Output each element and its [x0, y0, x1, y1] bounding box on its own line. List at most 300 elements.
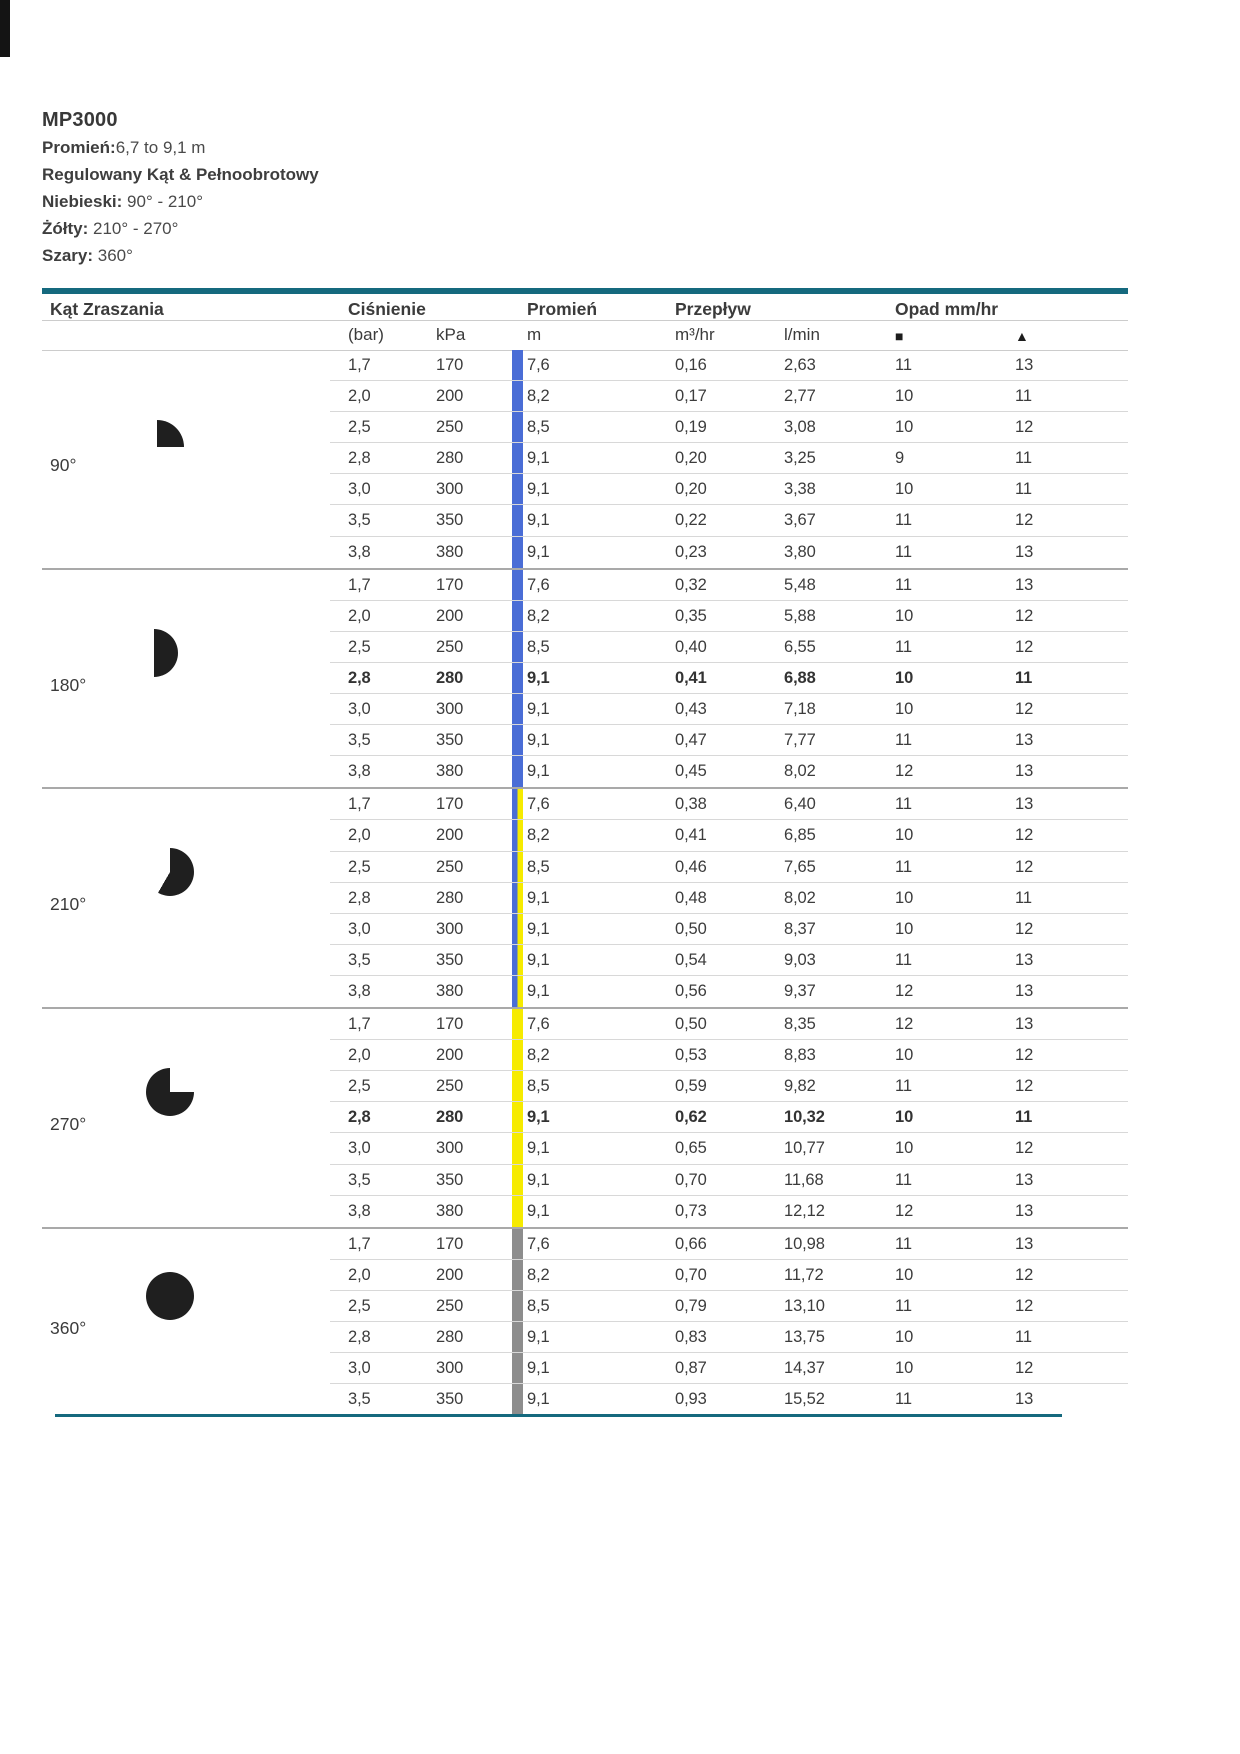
- angle-label: 270°: [50, 1113, 87, 1134]
- cell-kpa: 300: [436, 480, 464, 499]
- table-row: [42, 694, 1128, 725]
- cell-precip-triangle: 12: [1015, 1265, 1034, 1284]
- cell-precip-square: 10: [895, 418, 914, 437]
- cell-m3hr: 0,35: [675, 606, 707, 625]
- cell-kpa: 200: [436, 826, 464, 845]
- cell-bar: 3,0: [348, 1359, 371, 1378]
- table-row: [42, 789, 1128, 820]
- cell-precip-square: 12: [895, 1201, 914, 1220]
- col-header-angle: Kąt Zraszania: [50, 299, 164, 319]
- subheader-kpa: kPa: [436, 325, 466, 344]
- cell-precip-triangle: 11: [1015, 1108, 1033, 1127]
- cell-radius-m: 7,6: [527, 1234, 550, 1253]
- cell-m3hr: 0,54: [675, 950, 707, 969]
- cell-precip-triangle: 13: [1015, 762, 1034, 781]
- cell-precip-square: 10: [895, 668, 914, 687]
- cell-bar: 2,0: [348, 1046, 371, 1065]
- cell-radius-m: 7,6: [527, 1015, 550, 1034]
- cell-m3hr: 0,48: [675, 888, 707, 907]
- table-row: [42, 852, 1128, 883]
- cell-precip-square: 10: [895, 1328, 914, 1347]
- cell-kpa: 170: [436, 356, 464, 374]
- cell-precip-triangle: 13: [1015, 795, 1034, 814]
- cell-kpa: 200: [436, 606, 464, 625]
- cell-kpa: 300: [436, 1139, 464, 1158]
- cell-lmin: 9,03: [784, 950, 816, 969]
- cell-m3hr: 0,46: [675, 857, 707, 876]
- table-row: [42, 505, 1128, 536]
- cell-kpa: 250: [436, 1077, 464, 1096]
- cell-lmin: 10,32: [784, 1108, 825, 1127]
- col-header-flow: Przepływ: [675, 299, 751, 319]
- product-title: MP3000: [42, 109, 118, 131]
- cell-radius-m: 9,1: [527, 480, 550, 499]
- table-row: [42, 1291, 1128, 1322]
- cell-m3hr: 0,20: [675, 449, 707, 468]
- cell-radius-m: 9,1: [527, 1328, 550, 1347]
- cell-radius-m: 8,5: [527, 637, 550, 656]
- cell-bar: 2,8: [348, 1108, 371, 1127]
- cell-bar: 2,8: [348, 668, 371, 687]
- cell-precip-triangle: 13: [1015, 950, 1034, 969]
- cell-precip-triangle: 13: [1015, 1201, 1034, 1220]
- cell-precip-triangle: 13: [1015, 1170, 1034, 1189]
- cell-precip-square: 12: [895, 1015, 914, 1034]
- cell-radius-m: 9,1: [527, 919, 550, 938]
- cell-lmin: 13,10: [784, 1296, 825, 1315]
- cell-m3hr: 0,47: [675, 731, 707, 750]
- cell-bar: 1,7: [348, 1234, 371, 1253]
- cell-m3hr: 0,66: [675, 1234, 707, 1253]
- yellow-range-value: 210° - 270°: [88, 219, 179, 238]
- cell-kpa: 280: [436, 668, 464, 687]
- cell-radius-m: 9,1: [527, 1139, 550, 1158]
- cell-kpa: 350: [436, 731, 464, 750]
- subheader-m: m: [527, 325, 542, 344]
- cell-precip-triangle: 12: [1015, 700, 1034, 719]
- table-row: [42, 474, 1128, 505]
- cell-m3hr: 0,43: [675, 700, 707, 719]
- cell-lmin: 8,83: [784, 1046, 816, 1065]
- cell-lmin: 7,77: [784, 731, 816, 750]
- cell-precip-square: 10: [895, 387, 914, 406]
- radius-value: 6,7 to 9,1 m: [115, 138, 206, 157]
- cell-lmin: 2,63: [784, 356, 816, 374]
- cell-lmin: 10,77: [784, 1139, 825, 1158]
- table-row: [42, 412, 1128, 443]
- cell-radius-m: 8,2: [527, 1046, 550, 1065]
- table-row: [42, 976, 1128, 1007]
- table-body: [42, 350, 1128, 1415]
- cell-radius-m: 9,1: [527, 1390, 550, 1409]
- cell-precip-triangle: 12: [1015, 511, 1034, 530]
- table-row: [42, 537, 1128, 568]
- cell-bar: 3,0: [348, 919, 371, 938]
- cell-bar: 2,5: [348, 857, 371, 876]
- cell-precip-triangle: 13: [1015, 1390, 1034, 1409]
- cell-precip-triangle: 12: [1015, 606, 1034, 625]
- cell-radius-m: 8,5: [527, 857, 550, 876]
- blue-range-label: Niebieski:: [42, 192, 123, 211]
- cell-bar: 2,0: [348, 606, 371, 625]
- cell-precip-triangle: 13: [1015, 356, 1034, 374]
- cell-precip-square: 10: [895, 700, 914, 719]
- cell-kpa: 170: [436, 1234, 464, 1253]
- cell-m3hr: 0,79: [675, 1296, 707, 1315]
- cell-kpa: 170: [436, 1015, 464, 1034]
- cell-precip-triangle: 12: [1015, 857, 1034, 876]
- cell-radius-m: 9,1: [527, 542, 550, 561]
- radius-label: Promień:: [42, 138, 116, 157]
- cell-kpa: 350: [436, 1390, 464, 1409]
- table-row: [42, 1071, 1128, 1102]
- cell-precip-triangle: 11: [1015, 888, 1032, 907]
- cell-kpa: 380: [436, 1201, 464, 1220]
- cell-kpa: 200: [436, 1265, 464, 1284]
- header-divider: [42, 320, 1128, 321]
- cell-precip-square: 11: [895, 511, 912, 530]
- scan-artifact-mark: [0, 0, 10, 57]
- cell-bar: 3,5: [348, 731, 371, 750]
- cell-lmin: 8,37: [784, 919, 816, 938]
- cell-bar: 3,5: [348, 1170, 371, 1189]
- cell-m3hr: 0,65: [675, 1139, 707, 1158]
- cell-kpa: 250: [436, 857, 464, 876]
- type-info-line: [42, 161, 319, 188]
- triangle-precip-icon: ▲: [1015, 328, 1029, 344]
- cell-m3hr: 0,62: [675, 1108, 707, 1127]
- cell-m3hr: 0,17: [675, 387, 707, 406]
- cell-m3hr: 0,87: [675, 1359, 707, 1378]
- cell-radius-m: 8,2: [527, 1265, 550, 1284]
- cell-bar: 3,0: [348, 1139, 371, 1158]
- cell-radius-m: 8,5: [527, 1296, 550, 1315]
- cell-lmin: 6,88: [784, 668, 816, 687]
- cell-precip-triangle: 12: [1015, 1296, 1034, 1315]
- cell-bar: 3,8: [348, 542, 371, 561]
- cell-precip-triangle: 11: [1015, 1328, 1032, 1347]
- table-row: [42, 663, 1128, 694]
- cell-kpa: 350: [436, 511, 464, 530]
- cell-bar: 1,7: [348, 795, 371, 814]
- cell-radius-m: 9,1: [527, 1108, 550, 1127]
- cell-bar: 2,5: [348, 418, 371, 437]
- cell-kpa: 300: [436, 1359, 464, 1378]
- table-row: [42, 601, 1128, 632]
- cell-precip-square: 11: [895, 575, 912, 594]
- cell-radius-m: 8,2: [527, 387, 550, 406]
- cell-kpa: 170: [436, 795, 464, 814]
- cell-precip-square: 10: [895, 606, 914, 625]
- cell-precip-triangle: 11: [1015, 480, 1032, 499]
- cell-lmin: 7,18: [784, 700, 816, 719]
- cell-kpa: 380: [436, 542, 464, 561]
- cell-lmin: 6,55: [784, 637, 816, 656]
- cell-precip-square: 10: [895, 826, 914, 845]
- cell-m3hr: 0,22: [675, 511, 707, 530]
- gray-range-label: Szary:: [42, 246, 94, 265]
- cell-bar: 3,5: [348, 1390, 371, 1409]
- cell-precip-square: 11: [895, 1077, 912, 1096]
- cell-radius-m: 9,1: [527, 668, 550, 687]
- angle-label: 360°: [50, 1318, 87, 1339]
- col-header-radius: Promień: [527, 299, 598, 319]
- table-row: [42, 1260, 1128, 1291]
- cell-kpa: 200: [436, 387, 464, 406]
- cell-kpa: 250: [436, 637, 464, 656]
- angle-label: 210°: [50, 894, 87, 915]
- type-label: Regulowany Kąt & Pełnoobrotowy: [42, 165, 319, 184]
- blue-range-line: [42, 188, 319, 215]
- radius-info-line: [42, 134, 319, 161]
- cell-precip-square: 10: [895, 919, 914, 938]
- cell-m3hr: 0,50: [675, 919, 707, 938]
- cell-precip-square: 11: [895, 1170, 912, 1189]
- cell-m3hr: 0,16: [675, 356, 707, 374]
- cell-kpa: 170: [436, 575, 464, 594]
- cell-radius-m: 8,5: [527, 1077, 550, 1096]
- table-row: [42, 1229, 1128, 1260]
- cell-radius-m: 9,1: [527, 511, 550, 530]
- cell-precip-square: 10: [895, 480, 914, 499]
- cell-lmin: 6,40: [784, 795, 816, 814]
- cell-precip-triangle: 12: [1015, 1139, 1034, 1158]
- cell-m3hr: 0,56: [675, 981, 707, 1000]
- cell-kpa: 280: [436, 888, 464, 907]
- table-row: [42, 570, 1128, 601]
- cell-lmin: 6,85: [784, 826, 816, 845]
- table-row: [42, 1133, 1128, 1164]
- table-row: [42, 725, 1128, 756]
- table-row: [42, 381, 1128, 412]
- cell-precip-square: 10: [895, 1139, 914, 1158]
- cell-precip-square: 11: [895, 795, 912, 814]
- subheader-m3hr: m³/hr: [675, 325, 715, 344]
- cell-m3hr: 0,45: [675, 762, 707, 781]
- cell-radius-m: 9,1: [527, 449, 550, 468]
- cell-precip-square: 11: [895, 1296, 912, 1315]
- cell-precip-square: 10: [895, 1265, 914, 1284]
- table-row: [42, 1040, 1128, 1071]
- table-row: [42, 1322, 1128, 1353]
- cell-bar: 1,7: [348, 356, 371, 374]
- cell-precip-square: 11: [895, 857, 912, 876]
- yellow-range-line: [42, 215, 319, 242]
- cell-bar: 3,8: [348, 762, 371, 781]
- col-header-precip: Opad mm/hr: [895, 299, 999, 319]
- cell-precip-triangle: 13: [1015, 981, 1034, 1000]
- cell-lmin: 7,65: [784, 857, 816, 876]
- cell-lmin: 2,77: [784, 387, 816, 406]
- cell-lmin: 9,37: [784, 981, 816, 1000]
- cell-kpa: 280: [436, 1108, 464, 1127]
- cell-precip-triangle: 12: [1015, 1359, 1034, 1378]
- table-top-accent-bar: [42, 288, 1128, 294]
- cell-kpa: 250: [436, 418, 464, 437]
- cell-kpa: 250: [436, 1296, 464, 1315]
- cell-precip-square: 11: [895, 356, 912, 374]
- cell-precip-square: 12: [895, 762, 914, 781]
- cell-radius-m: 9,1: [527, 888, 550, 907]
- table-row: [42, 350, 1128, 381]
- table-row: [42, 1196, 1128, 1227]
- cell-kpa: 350: [436, 950, 464, 969]
- gray-range-line: [42, 242, 319, 269]
- table-row: [42, 945, 1128, 976]
- cell-precip-square: 10: [895, 1359, 914, 1378]
- cell-m3hr: 0,73: [675, 1201, 707, 1220]
- table-row: [42, 1102, 1128, 1133]
- cell-precip-triangle: 12: [1015, 919, 1034, 938]
- cell-radius-m: 9,1: [527, 700, 550, 719]
- cell-precip-triangle: 11: [1015, 449, 1032, 468]
- cell-lmin: 5,48: [784, 575, 816, 594]
- cell-bar: 2,0: [348, 387, 371, 406]
- subheader-bar: (bar): [348, 325, 384, 344]
- cell-kpa: 380: [436, 762, 464, 781]
- table-row: [42, 756, 1128, 787]
- table-row: [42, 914, 1128, 945]
- cell-precip-triangle: 12: [1015, 1077, 1034, 1096]
- cell-kpa: 200: [436, 1046, 464, 1065]
- cell-radius-m: 9,1: [527, 1359, 550, 1378]
- cell-bar: 1,7: [348, 575, 371, 594]
- cell-kpa: 350: [436, 1170, 464, 1189]
- angle-section-90°: [42, 350, 1128, 568]
- cell-lmin: 11,72: [784, 1265, 824, 1284]
- cell-precip-triangle: 13: [1015, 575, 1034, 594]
- cell-precip-triangle: 12: [1015, 637, 1034, 656]
- cell-m3hr: 0,70: [675, 1170, 707, 1189]
- cell-radius-m: 7,6: [527, 575, 550, 594]
- cell-precip-triangle: 11: [1015, 668, 1033, 687]
- cell-bar: 2,8: [348, 1328, 371, 1347]
- angle-label: 90°: [50, 454, 77, 475]
- cell-m3hr: 0,59: [675, 1077, 707, 1096]
- cell-radius-m: 8,2: [527, 606, 550, 625]
- cell-radius-m: 9,1: [527, 1170, 550, 1189]
- table-row: [42, 883, 1128, 914]
- cell-m3hr: 0,40: [675, 637, 707, 656]
- title-block: [42, 106, 319, 269]
- cell-m3hr: 0,19: [675, 418, 707, 437]
- cell-lmin: 12,12: [784, 1201, 825, 1220]
- cell-bar: 2,8: [348, 449, 371, 468]
- cell-lmin: 15,52: [784, 1390, 825, 1409]
- table-row: [42, 820, 1128, 851]
- cell-precip-square: 11: [895, 731, 912, 750]
- cell-bar: 2,0: [348, 1265, 371, 1284]
- table-row: [42, 1353, 1128, 1384]
- cell-m3hr: 0,41: [675, 668, 707, 687]
- cell-bar: 2,0: [348, 826, 371, 845]
- cell-lmin: 11,68: [784, 1170, 824, 1189]
- cell-lmin: 8,02: [784, 888, 816, 907]
- angle-label: 180°: [50, 674, 87, 695]
- cell-radius-m: 9,1: [527, 1201, 550, 1220]
- angle-section-180°: [42, 568, 1128, 788]
- cell-precip-triangle: 12: [1015, 418, 1034, 437]
- cell-lmin: 3,67: [784, 511, 816, 530]
- cell-precip-square: 10: [895, 1046, 914, 1065]
- table-bottom-accent-line: [55, 1414, 1062, 1417]
- cell-precip-square: 12: [895, 981, 914, 1000]
- cell-lmin: 3,38: [784, 480, 816, 499]
- cell-precip-triangle: 13: [1015, 1234, 1034, 1253]
- cell-lmin: 10,98: [784, 1234, 825, 1253]
- cell-precip-square: 11: [895, 950, 912, 969]
- cell-kpa: 300: [436, 700, 464, 719]
- cell-bar: 3,5: [348, 950, 371, 969]
- cell-precip-square: 11: [895, 1234, 912, 1253]
- cell-precip-triangle: 13: [1015, 542, 1034, 561]
- cell-lmin: 3,25: [784, 449, 816, 468]
- cell-m3hr: 0,23: [675, 542, 707, 561]
- yellow-range-label: Żółty:: [42, 219, 89, 238]
- cell-radius-m: 9,1: [527, 950, 550, 969]
- cell-precip-square: 11: [895, 542, 912, 561]
- cell-lmin: 3,80: [784, 542, 816, 561]
- cell-bar: 1,7: [348, 1015, 371, 1034]
- cell-bar: 2,5: [348, 1077, 371, 1096]
- cell-bar: 3,0: [348, 700, 371, 719]
- table-row: [42, 443, 1128, 474]
- angle-section-210°: [42, 787, 1128, 1007]
- angle-section-360°: [42, 1227, 1128, 1416]
- cell-lmin: 3,08: [784, 418, 816, 437]
- cell-precip-square: 9: [895, 449, 905, 468]
- cell-m3hr: 0,32: [675, 575, 707, 594]
- cell-bar: 3,0: [348, 480, 371, 499]
- cell-lmin: 8,02: [784, 762, 816, 781]
- cell-bar: 2,5: [348, 1296, 371, 1315]
- cell-precip-triangle: 11: [1015, 387, 1032, 406]
- cell-precip-triangle: 12: [1015, 1046, 1034, 1065]
- cell-radius-m: 7,6: [527, 356, 550, 374]
- cell-precip-square: 10: [895, 888, 914, 907]
- col-header-pressure: Ciśnienie: [348, 299, 426, 319]
- table-row: [42, 1165, 1128, 1196]
- cell-precip-square: 11: [895, 637, 912, 656]
- angle-section-270°: [42, 1007, 1128, 1227]
- cell-bar: 2,5: [348, 637, 371, 656]
- cell-lmin: 14,37: [784, 1359, 825, 1378]
- cell-radius-m: 9,1: [527, 762, 550, 781]
- cell-lmin: 13,75: [784, 1328, 825, 1347]
- cell-lmin: 9,82: [784, 1077, 816, 1096]
- cell-radius-m: 8,5: [527, 418, 550, 437]
- gray-range-value: 360°: [93, 246, 133, 265]
- table-row: [42, 1384, 1128, 1415]
- cell-m3hr: 0,53: [675, 1046, 707, 1065]
- square-precip-icon: ■: [895, 328, 904, 344]
- cell-precip-triangle: 12: [1015, 826, 1034, 845]
- cell-m3hr: 0,93: [675, 1390, 707, 1409]
- table-row: [42, 1009, 1128, 1040]
- cell-kpa: 280: [436, 449, 464, 468]
- cell-m3hr: 0,70: [675, 1265, 707, 1284]
- cell-radius-m: 9,1: [527, 981, 550, 1000]
- cell-radius-m: 8,2: [527, 826, 550, 845]
- cell-kpa: 380: [436, 981, 464, 1000]
- cell-m3hr: 0,41: [675, 826, 707, 845]
- cell-radius-m: 9,1: [527, 731, 550, 750]
- cell-bar: 2,8: [348, 888, 371, 907]
- cell-m3hr: 0,38: [675, 795, 707, 814]
- cell-kpa: 280: [436, 1328, 464, 1347]
- cell-lmin: 8,35: [784, 1015, 816, 1034]
- subheader-lmin: l/min: [784, 325, 820, 344]
